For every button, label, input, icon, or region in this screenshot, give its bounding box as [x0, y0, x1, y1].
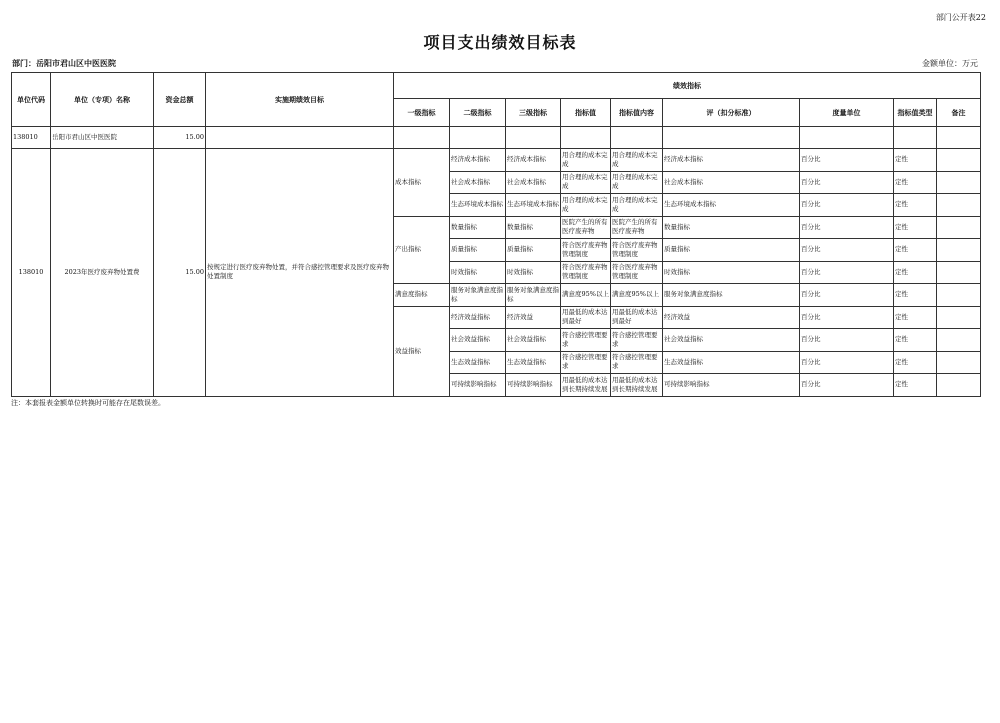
level2-indicator: 经济成本指标	[450, 149, 506, 172]
level3-indicator: 质量指标	[506, 239, 561, 262]
level2-indicator: 经济效益指标	[450, 306, 506, 329]
summary-amount: 15.00	[154, 127, 206, 149]
header-unit-code: 单位代码	[12, 73, 51, 127]
scoring-standard: 社会成本指标	[663, 171, 800, 194]
remark	[937, 194, 981, 217]
remark	[937, 149, 981, 172]
summary-name: 岳阳市君山区中医医院	[51, 127, 154, 149]
indicator-value: 满意度95%以上	[561, 284, 611, 307]
header-scoring: 评（扣分标准）	[663, 99, 800, 127]
indicator-value-content: 满意度95%以上	[611, 284, 663, 307]
indicator-value: 用最低的成本达到最好	[561, 306, 611, 329]
project-amount: 15.00	[154, 149, 206, 397]
indicator-value-content: 用合理的成本完成	[611, 194, 663, 217]
level2-indicator: 数量指标	[450, 216, 506, 239]
summary-code: 138010	[12, 127, 51, 149]
header-unit-name: 单位（专项）名称	[51, 73, 154, 127]
remark	[937, 306, 981, 329]
header-goal: 实施期绩效目标	[206, 73, 394, 127]
indicator-row	[12, 149, 981, 172]
indicator-value-content: 用最低的成本达到长期持续发展	[611, 374, 663, 397]
level1-indicator: 满意度指标	[394, 284, 450, 307]
indicator-value-content: 符合感控管理要求	[611, 351, 663, 374]
scoring-standard: 时效指标	[663, 261, 800, 284]
indicator-value-content: 符合感控管理要求	[611, 329, 663, 352]
value-type: 定性	[894, 329, 937, 352]
value-type: 定性	[894, 216, 937, 239]
level2-indicator: 社会效益指标	[450, 329, 506, 352]
header-value-type: 指标值类型	[894, 99, 937, 127]
indicator-value: 符合感控管理要求	[561, 329, 611, 352]
level3-indicator: 社会效益指标	[506, 329, 561, 352]
indicator-value: 符合医疗废弃物管理制度	[561, 239, 611, 262]
header-value: 指标值	[561, 99, 611, 127]
level1-indicator: 成本指标	[394, 149, 450, 217]
measure-unit: 百分比	[800, 261, 894, 284]
remark	[937, 239, 981, 262]
level1-indicator: 效益指标	[394, 306, 450, 396]
measure-unit: 百分比	[800, 284, 894, 307]
indicator-value-content: 符合医疗废弃物管理制度	[611, 239, 663, 262]
form-number-label: 部门公开表22	[935, 13, 986, 22]
header-indicators: 绩效指标	[394, 73, 981, 99]
level3-indicator: 社会成本指标	[506, 171, 561, 194]
measure-unit: 百分比	[800, 374, 894, 397]
project-name: 2023年医疗废弃物处置费	[51, 149, 154, 397]
project-code: 138010	[12, 149, 51, 397]
value-type: 定性	[894, 171, 937, 194]
value-type: 定性	[894, 194, 937, 217]
header-level3: 三级指标	[506, 99, 561, 127]
indicator-value-content: 用最低的成本达到最好	[611, 306, 663, 329]
remark	[937, 216, 981, 239]
level3-indicator: 数量指标	[506, 216, 561, 239]
scoring-standard: 质量指标	[663, 239, 800, 262]
indicator-value: 用合理的成本完成	[561, 171, 611, 194]
measure-unit: 百分比	[800, 216, 894, 239]
measure-unit: 百分比	[800, 239, 894, 262]
value-type: 定性	[894, 284, 937, 307]
level3-indicator: 可持续影响指标	[506, 374, 561, 397]
level3-indicator: 服务对象满意度指标	[506, 284, 561, 307]
scoring-standard: 生态效益指标	[663, 351, 800, 374]
value-type: 定性	[894, 351, 937, 374]
remark	[937, 374, 981, 397]
header-total-funds: 资金总额	[154, 73, 206, 127]
remark	[937, 261, 981, 284]
header-value-content: 指标值内容	[611, 99, 663, 127]
level2-indicator: 生态效益指标	[450, 351, 506, 374]
value-type: 定性	[894, 239, 937, 262]
summary-row	[12, 127, 981, 149]
project-goal: 按规定进行医疗废弃物处置，并符合感控管理要求及医疗废弃物处置制度	[206, 149, 394, 397]
value-type: 定性	[894, 374, 937, 397]
level3-indicator: 生态效益指标	[506, 351, 561, 374]
remark	[937, 284, 981, 307]
level2-indicator: 可持续影响指标	[450, 374, 506, 397]
remark	[937, 171, 981, 194]
amount-unit-label: 金额单位：万元	[922, 59, 978, 68]
department-label: 部门：岳阳市君山区中医医院	[12, 58, 116, 68]
page-title: 项目支出绩效目标表	[423, 33, 577, 52]
header-level1: 一级指标	[394, 99, 450, 127]
indicator-value-content: 用合理的成本完成	[611, 149, 663, 172]
scoring-standard: 经济成本指标	[663, 149, 800, 172]
indicator-value: 用合理的成本完成	[561, 194, 611, 217]
indicator-value: 符合医疗废弃物管理制度	[561, 261, 611, 284]
performance-goal-table	[11, 72, 981, 397]
indicator-value: 符合感控管理要求	[561, 351, 611, 374]
header-level2: 二级指标	[450, 99, 506, 127]
level2-indicator: 时效指标	[450, 261, 506, 284]
scoring-standard: 社会效益指标	[663, 329, 800, 352]
header-remark: 备注	[937, 99, 981, 127]
indicator-value: 用合理的成本完成	[561, 149, 611, 172]
level2-indicator: 服务对象满意度指标	[450, 284, 506, 307]
indicator-value: 医院产生的所有医疗废弃物	[561, 216, 611, 239]
scoring-standard: 数量指标	[663, 216, 800, 239]
indicator-value-content: 医院产生的所有医疗废弃物	[611, 216, 663, 239]
value-type: 定性	[894, 306, 937, 329]
footnote: 注：本套报表金额单位转换时可能存在尾数误差。	[11, 399, 165, 407]
level3-indicator: 生态环境成本指标	[506, 194, 561, 217]
measure-unit: 百分比	[800, 171, 894, 194]
remark	[937, 351, 981, 374]
scoring-standard: 可持续影响指标	[663, 374, 800, 397]
level3-indicator: 经济效益	[506, 306, 561, 329]
measure-unit: 百分比	[800, 306, 894, 329]
measure-unit: 百分比	[800, 329, 894, 352]
level2-indicator: 社会成本指标	[450, 171, 506, 194]
indicator-value-content: 用合理的成本完成	[611, 171, 663, 194]
level2-indicator: 生态环境成本指标	[450, 194, 506, 217]
indicator-value-content: 符合医疗废弃物管理制度	[611, 261, 663, 284]
measure-unit: 百分比	[800, 194, 894, 217]
value-type: 定性	[894, 149, 937, 172]
value-type: 定性	[894, 261, 937, 284]
level3-indicator: 时效指标	[506, 261, 561, 284]
scoring-standard: 生态环境成本指标	[663, 194, 800, 217]
measure-unit: 百分比	[800, 351, 894, 374]
level2-indicator: 质量指标	[450, 239, 506, 262]
level1-indicator: 产出指标	[394, 216, 450, 284]
level3-indicator: 经济成本指标	[506, 149, 561, 172]
scoring-standard: 经济效益	[663, 306, 800, 329]
scoring-standard: 服务对象满意度指标	[663, 284, 800, 307]
indicator-value: 用最低的成本达到长期持续发展	[561, 374, 611, 397]
header-measure-unit: 度量单位	[800, 99, 894, 127]
remark	[937, 329, 981, 352]
measure-unit: 百分比	[800, 149, 894, 172]
